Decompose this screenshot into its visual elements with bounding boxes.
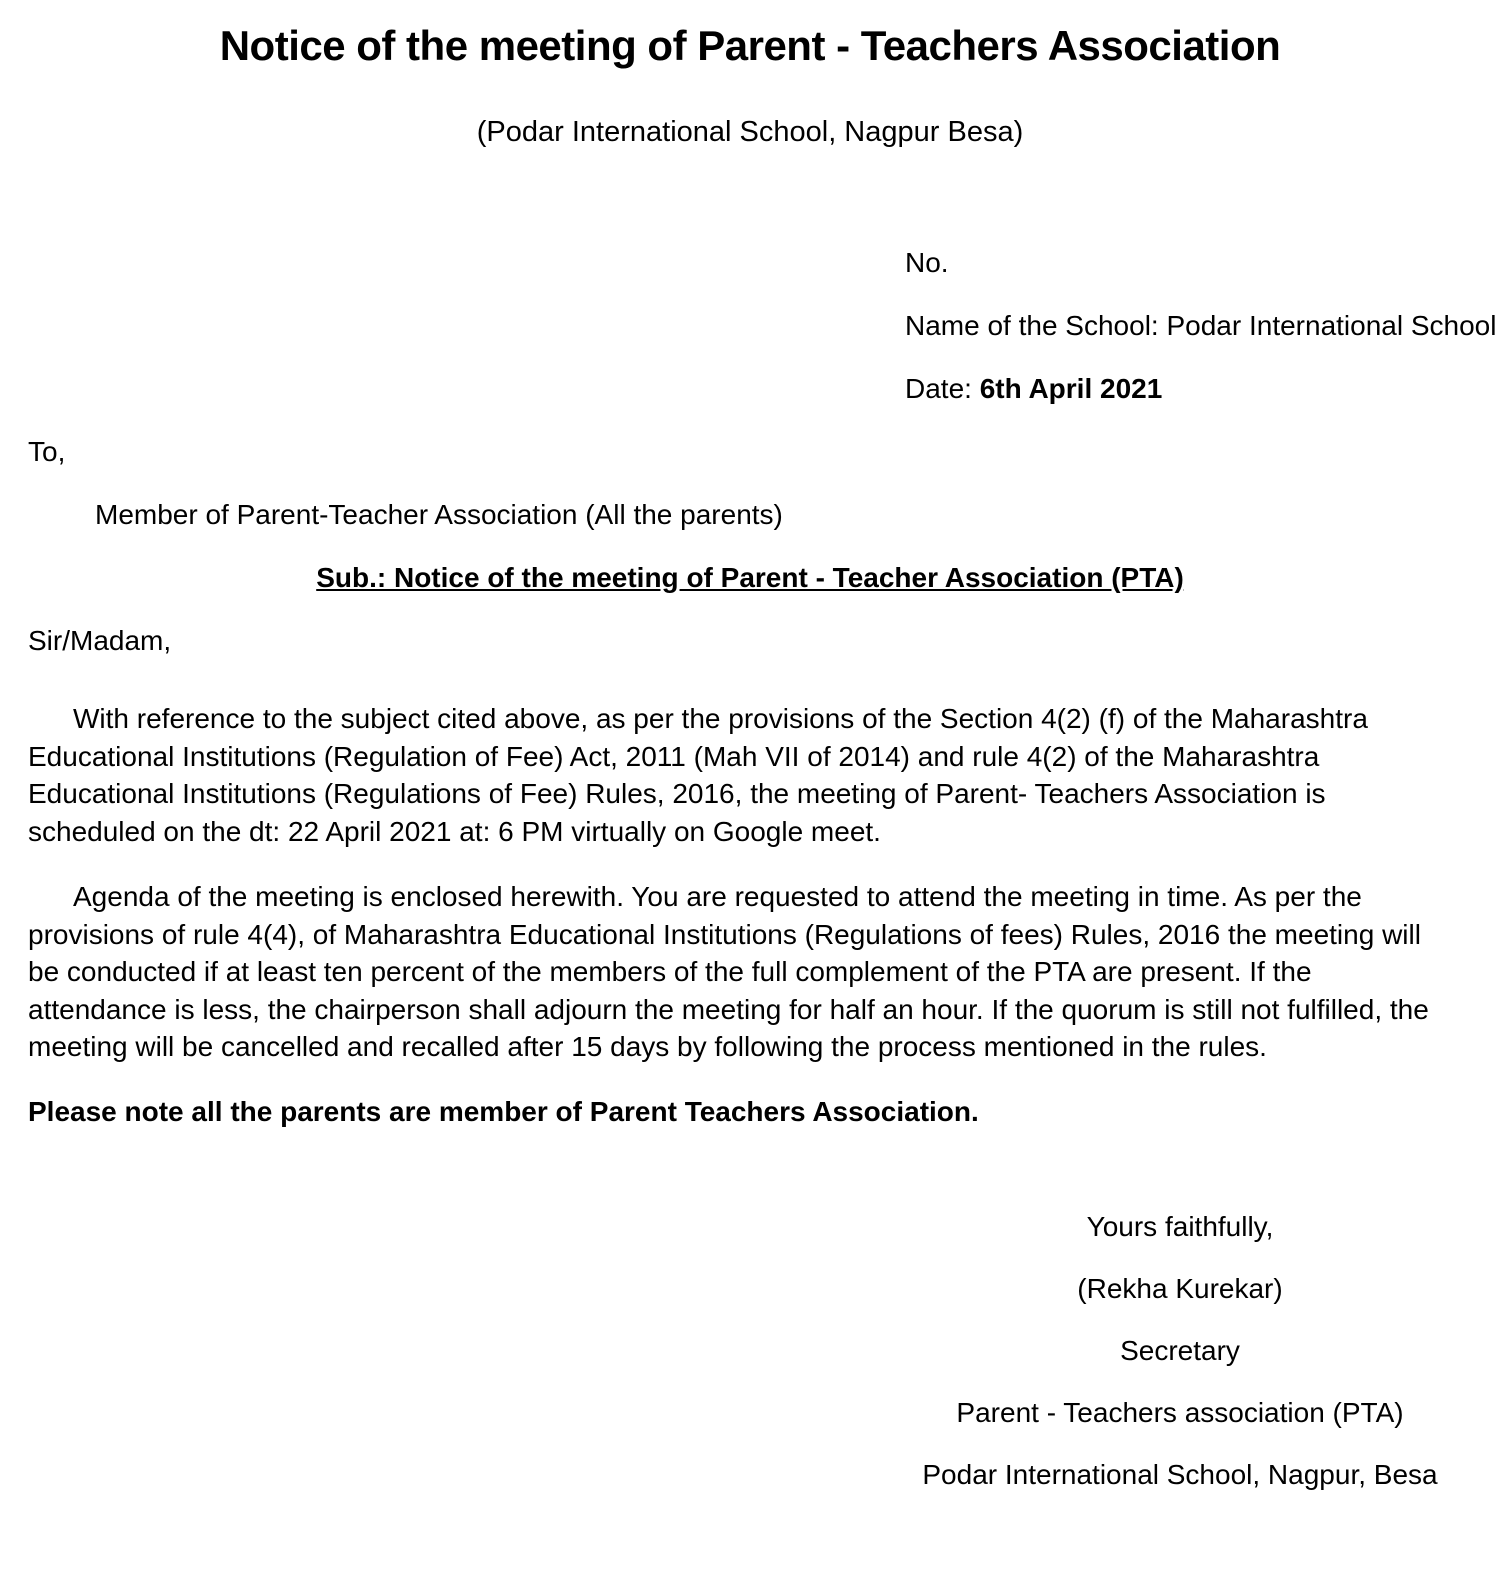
signatory-org: Parent - Teachers association (PTA): [956, 1397, 1404, 1428]
signatory-name: (Rekha Kurekar): [1077, 1273, 1283, 1304]
document-subtitle: (Podar International School, Nagpur Besa): [476, 116, 1024, 148]
paragraph-1: With reference to the subject cited above, as per the provisions of the Section 4(2) (f) of the Maharashtra Educational Institutions (Regulation of Fee) Act, 2011 (Mah VII of 2014) and rule 4(2) of the Maharashtra Educational Institutions (Regulations of Fee) Rules, 2016, the meeting of Parent- Teachers Association is scheduled on the dt: 22 April 2021 at: 6 PM virtually on Google meet.: [28, 703, 1368, 847]
paragraph-2: Agenda of the meeting is enclosed herewith. You are requested to attend the meeting in time. As per the provisions of rule 4(4), of Maharashtra Educational Institutions (Regulations of fees) Rules, 2016 the meeting will be conducted if at least ten percent of the members of the full complement of the PTA are present. If the attendance is less, the chairperson shall adjourn the meeting for half an hour. If the quorum is still not fulfilled, the meeting will be cancelled and recalled after 15 days by following the process mentioned in the rules.: [28, 881, 1429, 1062]
school-name-line: Name of the School: Podar International School: [905, 310, 1497, 341]
subject-line: Sub.: Notice of the meeting of Parent - Teacher Association (PTA): [316, 562, 1184, 593]
recipient-line: Member of Parent-Teacher Association (All the parents): [95, 499, 783, 530]
to-label: To,: [28, 436, 66, 467]
meta-block: [905, 231, 1500, 420]
signatory-school: Podar International School, Nagpur, Besa: [922, 1459, 1438, 1490]
closing-line: Yours faithfully,: [1086, 1211, 1274, 1242]
date-value: 6th April 2021: [979, 373, 1163, 404]
date-label: Date:: [905, 373, 980, 404]
note-line: Please note all the parents are member of Parent Teachers Association.: [28, 1095, 979, 1127]
salutation: Sir/Madam,: [28, 625, 172, 656]
document-title: Notice of the meeting of Parent - Teachers Association: [219, 22, 1281, 69]
date-line: [905, 357, 1500, 420]
signature-block: [880, 1196, 1480, 1506]
signatory-role: Secretary: [1120, 1335, 1240, 1366]
ref-number-line: No.: [905, 247, 949, 278]
